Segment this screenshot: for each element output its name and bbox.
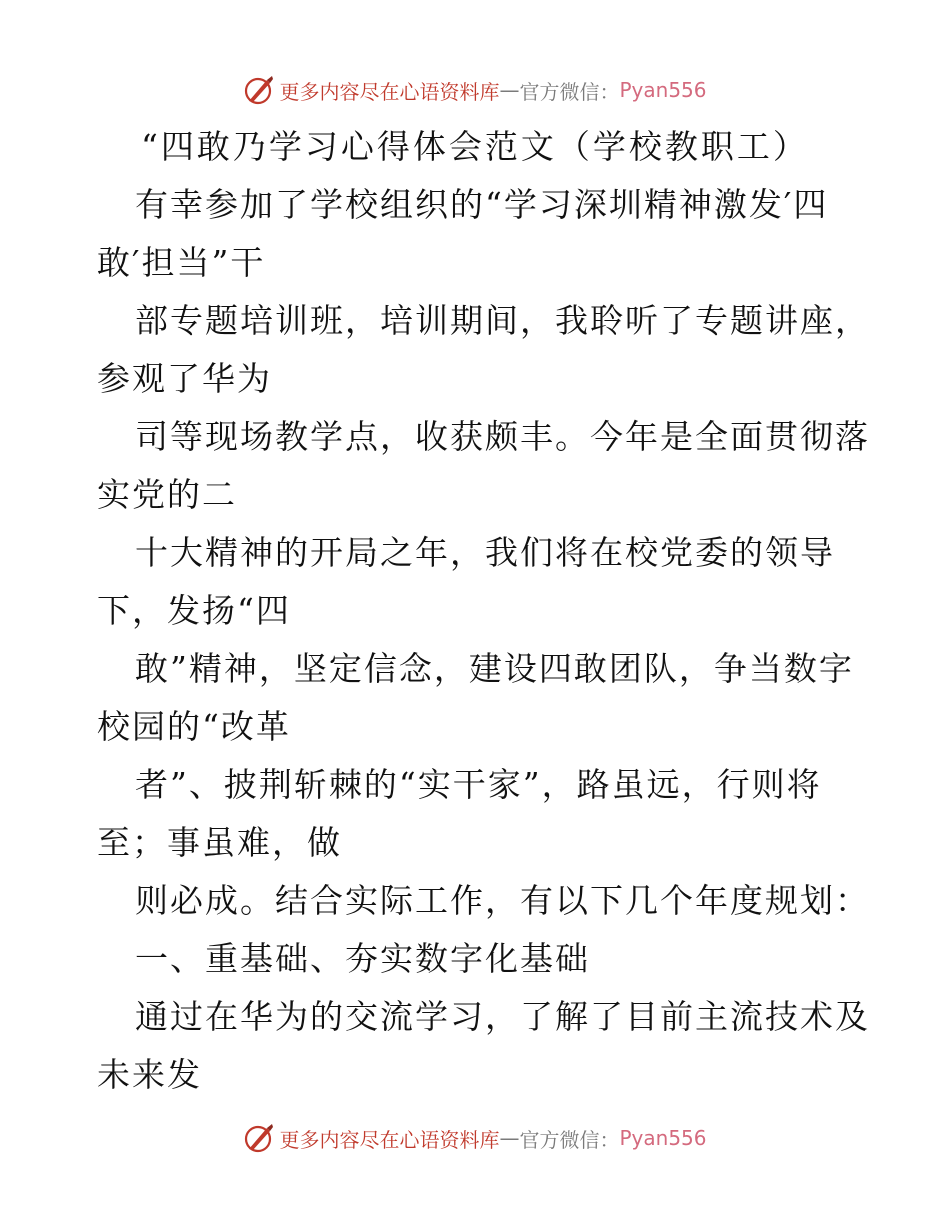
banner-main-text: 更多内容尽在心语资料库 [279, 1127, 500, 1152]
quill-pen-logo-icon [243, 1122, 275, 1154]
banner-official-text: 官方微信： [519, 1127, 620, 1152]
paragraph-line: 部专题培训班，培训期间，我聆听了专题讲座， [135, 301, 870, 340]
paragraph-line: 有幸参加了学校组织的“学习深圳精神激发′四 [135, 185, 829, 224]
paragraph-line: 校园的“改革 [97, 707, 291, 746]
quill-pen-logo-icon [243, 74, 275, 106]
paragraph-line: 司等现场教学点，收获颇丰。今年是全面贯彻落 [135, 417, 870, 456]
section-heading: 一、重基础、夯实数字化基础 [135, 939, 590, 978]
banner-account: Pyan556 [619, 1126, 707, 1150]
paragraph-line: 则必成。结合实际工作，有以下几个年度规划： [135, 881, 870, 920]
banner-dash: — [499, 78, 520, 102]
paragraph-line: 十大精神的开局之年，我们将在校党委的领导 [135, 533, 835, 572]
header-banner [0, 70, 950, 110]
paragraph-line: 敢′担当”干 [97, 243, 266, 282]
paragraph-line: 敢”精神，坚定信念，建设四敢团队，争当数字 [135, 649, 854, 688]
paragraph-line: 通过在华为的交流学习，了解了目前主流技术及 [135, 997, 870, 1036]
paragraph-line: 至；事虽难，做 [97, 823, 342, 862]
banner-account: Pyan556 [619, 78, 707, 102]
banner-dash: — [499, 1126, 520, 1150]
paragraph-line: 下，发扬“四 [97, 591, 291, 630]
paragraph-line: 未来发 [97, 1055, 202, 1094]
document-title: “四敢乃学习心得体会范文（学校教职工） [141, 127, 809, 166]
paragraph-line: 实党的二 [97, 475, 237, 514]
paragraph-line: 者”、披荆斩棘的“实干家”，路虽远，行则将 [135, 765, 822, 804]
paragraph-line: 参观了华为 [97, 359, 272, 398]
banner-main-text: 更多内容尽在心语资料库 [279, 79, 500, 104]
footer-banner [0, 1118, 950, 1158]
banner-official-text: 官方微信： [519, 79, 620, 104]
document-body [97, 118, 877, 1104]
